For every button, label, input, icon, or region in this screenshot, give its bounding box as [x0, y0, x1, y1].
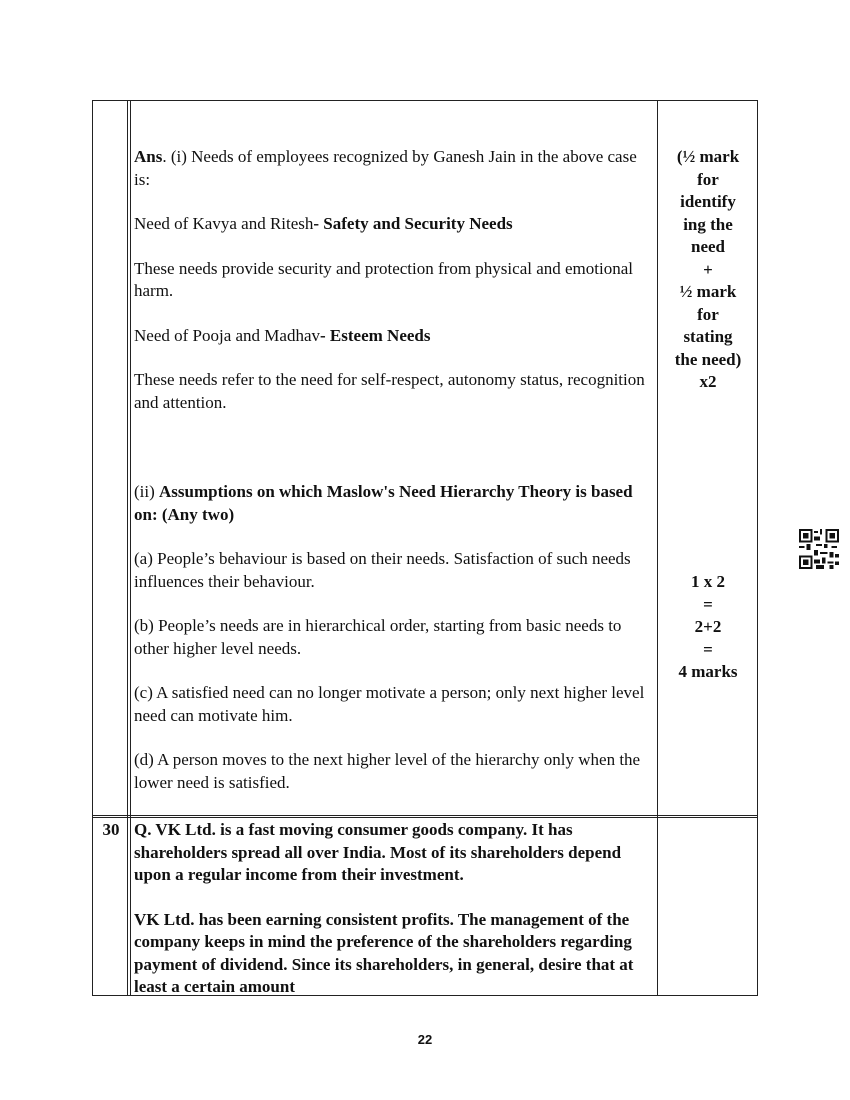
- marks-line: +: [703, 259, 713, 279]
- question-30-text: [134, 819, 649, 1021]
- marks-line: for: [697, 304, 719, 324]
- qr-code-icon: [799, 529, 839, 569]
- assumption-a: (a) People’s behaviour is based on their needs. Satisfaction of such needs influences their behaviour.: [134, 549, 631, 591]
- need-1-prefix: Need of Kavya and Ritesh: [134, 214, 314, 233]
- column-divider: [127, 101, 128, 995]
- need-2-prefix: Need of Pooja and Madhav: [134, 325, 321, 345]
- marks-line: =: [703, 594, 713, 614]
- marks-line: ½ mark: [679, 282, 737, 301]
- need-1-description: These needs provide security and protection from physical and emotional harm.: [134, 258, 633, 300]
- need-2-name: - Esteem Needs: [320, 325, 431, 345]
- assumption-b: (b) People’s needs are in hierarchical order, starting from basic needs to other higher level needs.: [134, 616, 622, 658]
- marks-line: =: [703, 639, 713, 659]
- part-ii-heading: [134, 481, 649, 526]
- marks-line: need: [691, 237, 725, 256]
- marks-line: ing the: [683, 214, 733, 234]
- assumption-c: (c) A satisfied need can no longer motivate a person; only next higher level need can motivate him.: [134, 683, 645, 725]
- marks-line: (½ mark: [676, 147, 740, 166]
- need-2: [134, 325, 649, 348]
- marks-line: 4 marks: [678, 662, 738, 681]
- marks-part-ii: [661, 571, 755, 684]
- question-number: 30: [102, 820, 120, 839]
- page-number: 22: [417, 1032, 433, 1047]
- answer-cell: [134, 146, 649, 816]
- need-1-name: - Safety and Security Needs: [313, 214, 513, 233]
- marks-line: 1 x 2: [691, 572, 725, 591]
- part-ii-title: Assumptions on which Maslow's Need Hierarchy Theory is based on: (Any two): [134, 482, 633, 524]
- need-1: [134, 213, 649, 236]
- marks-line: identify: [680, 192, 736, 211]
- marks-line: 2+2: [694, 617, 722, 636]
- part-i-text: . (i) Needs of employees recognized by Ganesh Jain in the above case is:: [134, 147, 637, 189]
- question-paragraph-2: VK Ltd. has been earning consistent profits. The management of the company keeps in mind the preference of the shareholders regarding payment of dividend. Since its shareholders, in general, desire that at least a certain amount: [134, 909, 634, 996]
- column-divider: [657, 101, 658, 995]
- assumption-d: (d) A person moves to the next higher level of the hierarchy only when the lower need is satisfied.: [134, 750, 641, 792]
- need-2-description: These needs refer to the need for self-respect, autonomy status, recognition and attention.: [134, 370, 645, 412]
- answer-table: [92, 100, 758, 996]
- question-paragraph-1: Q. VK Ltd. is a fast moving consumer goods company. It has shareholders spread all over India. Most of its shareholders depend upon a regular income from their investment.: [134, 820, 622, 884]
- marks-line: x2: [699, 372, 717, 391]
- marks-line: for: [697, 169, 719, 189]
- marks-line: the need): [674, 349, 742, 369]
- marks-part-i: [661, 146, 755, 394]
- part-ii-label: (ii): [134, 482, 160, 501]
- part-i-intro: [134, 146, 649, 191]
- ans-label: Ans: [134, 147, 163, 166]
- marks-line: stating: [683, 327, 733, 346]
- column-divider: [130, 101, 131, 995]
- spacer: [134, 414, 649, 481]
